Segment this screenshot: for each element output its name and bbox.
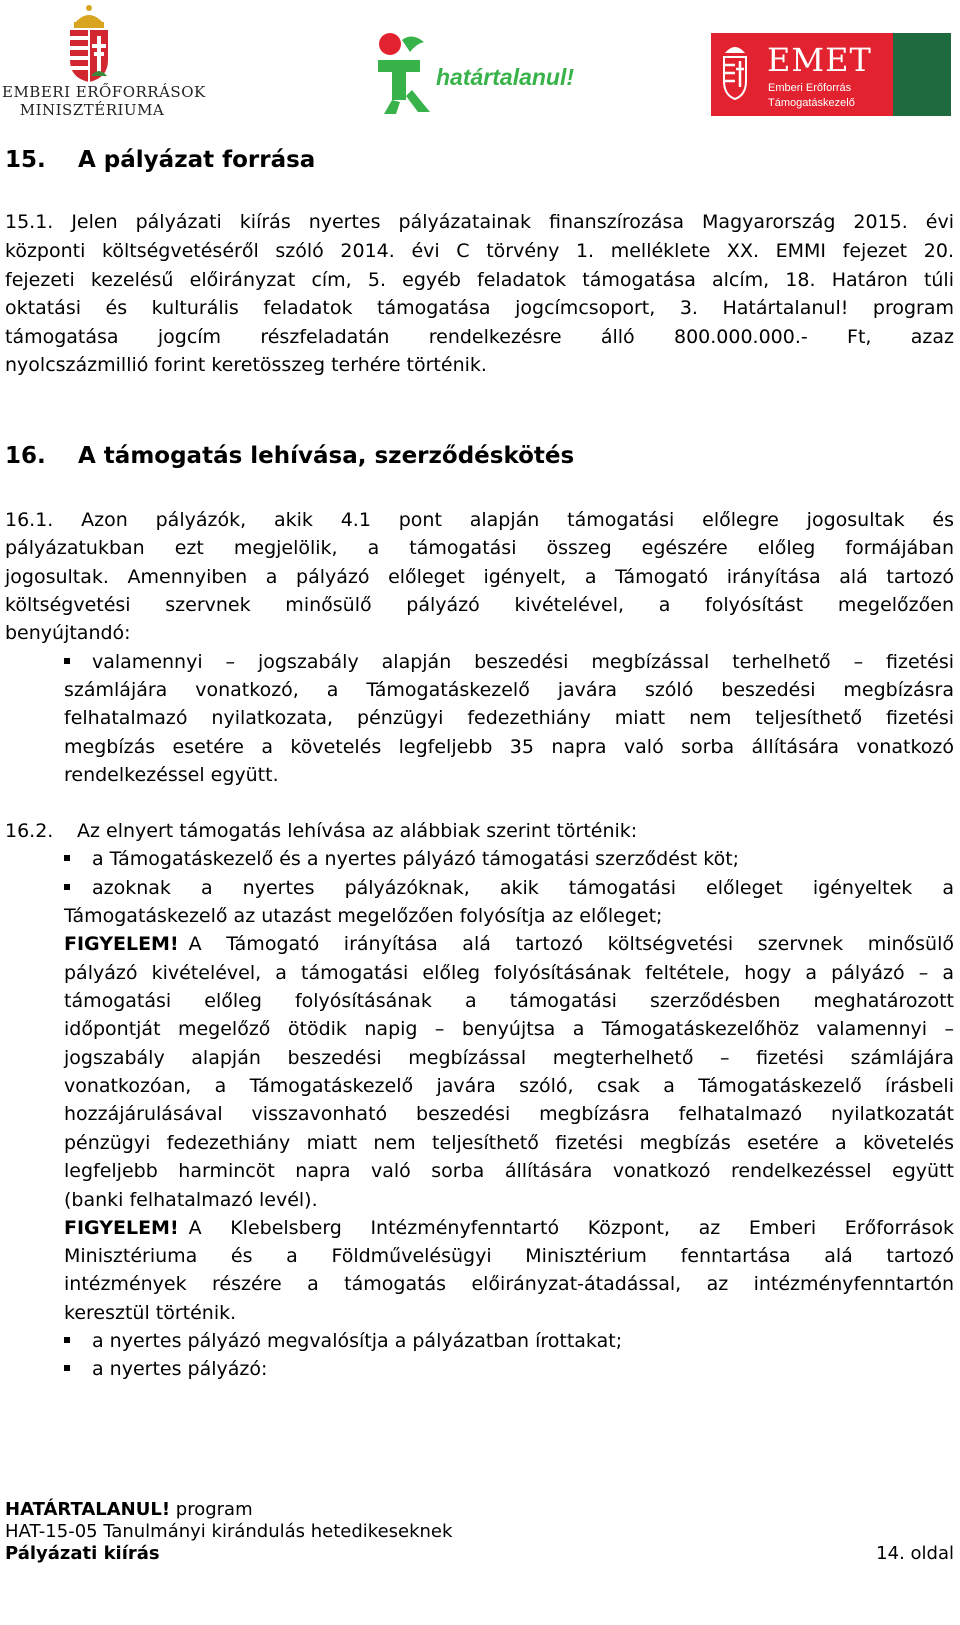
warning-text-line: Minisztériuma és a Földművelésügyi Minisztérium fenntartása alá tartozó: [64, 1245, 954, 1267]
paragraph-line: jogosultak. Amennyiben a pályázó előleget igényelt, a Támogató irányítása alá tartozó: [5, 566, 954, 588]
paragraph-line: központi költségvetéséről szóló 2014. évi C törvény 1. melléklete XX. EMMI fejezet 20.: [5, 240, 954, 262]
hatartalanul-wordmark: határtalanul!: [436, 64, 575, 90]
bullet-text: a Támogatáskezelő és a nyertes pályázó támogatási szerződést köt;: [92, 848, 740, 870]
running-figure-icon: [372, 30, 442, 115]
warning-label: FIGYELEM!: [64, 1217, 179, 1239]
emet-green-panel: [893, 33, 951, 116]
paragraph-line: fejezeti kezelésű előirányzat cím, 5. egyéb feladatok támogatása alcím, 18. Határon túli: [5, 269, 954, 291]
footer-program-suffix: program: [170, 1499, 253, 1520]
section-number: 16.: [5, 443, 46, 469]
paragraph-line: 15.1. Jelen pályázati kiírás nyertes pályázatainak finanszírozása Magyarország 2015. évi: [5, 211, 954, 233]
bullet-text: azoknak a nyertes pályázóknak, akik támogatási előleget igényeltek a: [92, 877, 954, 899]
emet-logo: [711, 33, 951, 116]
section-15-heading: [5, 147, 315, 173]
bullet-icon: [64, 1365, 70, 1371]
warning-text-line: pénzügyi fedezethiány miatt nem teljesíthető fizetési megbízás esetére a követelés: [64, 1132, 954, 1154]
bullet-text: valamennyi – jogszabály alapján beszedési megbízással terhelhető – fizetési: [92, 651, 954, 673]
section-title: A támogatás lehívása, szerződéskötés: [78, 443, 575, 469]
warning-text-line: keresztül történik.: [64, 1302, 237, 1324]
paragraph-line: költségvetési szervnek minősülő pályázó kivételével, a folyósítást megelőzően: [5, 594, 954, 616]
warning-text-line: legfeljebb harmincöt napra való sorba állítására vonatkozó rendelkezéssel együtt: [64, 1160, 954, 1182]
warning-text-line: hozzájárulásával visszavonható beszedési megbízásra felhatalmazó nyilatkozatát: [64, 1103, 954, 1125]
warning-text-line: támogatási előleg folyósításának a támogatási szerződésben meghatározott: [64, 990, 954, 1012]
hungarian-coat-of-arms-icon: [64, 2, 114, 84]
bullet-icon: [64, 1337, 70, 1343]
warning-label: FIGYELEM!: [64, 933, 179, 955]
warning-text-line: pályázó kivételével, a támogatási előleg folyósításának feltétele, hogy a pályázó – a: [64, 962, 954, 984]
bullet-text-line: rendelkezéssel együtt.: [64, 764, 279, 786]
section-title: A pályázat forrása: [78, 147, 316, 173]
warning-text: A Támogató irányítása alá tartozó költségvetési szervnek minősülő: [188, 933, 954, 955]
bullet-text-line: megbízás esetére a követelés legfeljebb 35 napra való sorba állítására vonatkozó: [64, 736, 954, 758]
footer-doc-type: Pályázati kiírás: [5, 1543, 160, 1564]
paragraph-line: 16.1. Azon pályázók, akik 4.1 pont alapján támogatási előlegre jogosultak és: [5, 509, 954, 531]
header-logos: [0, 0, 960, 125]
warning-first-line: [64, 1217, 954, 1239]
warning-text-line: intézmények részére a támogatás előirányzat-átadással, az intézményfenntartón: [64, 1273, 954, 1295]
bullet-icon: [64, 884, 70, 890]
footer-code: HAT-15-05 Tanulmányi kirándulás hetedikeseknek: [5, 1521, 453, 1542]
footer-program: [5, 1499, 253, 1520]
bullet-icon: [64, 855, 70, 861]
emet-crest-icon: [721, 41, 749, 103]
bullet-text: a nyertes pályázó megvalósítja a pályázatban írottakat;: [92, 1330, 623, 1352]
paragraph-line: benyújtandó:: [5, 622, 131, 644]
paragraph-line: pályázatukban ezt megjelölik, a támogatási összeg egészére előleg formájában: [5, 537, 954, 559]
emet-logo-name: EMET: [767, 41, 872, 79]
warning-text-line: vonatkozóan, a Támogatáskezelő javára szóló, csak a Támogatáskezelő írásbeli: [64, 1075, 954, 1097]
bullet-text-line: számlájára vonatkozó, a Támogatáskezelő javára szóló beszedési megbízásra: [64, 679, 954, 701]
bullet-icon: [64, 658, 70, 664]
emmi-logo-line2: MINISZTÉRIUMA: [19, 101, 165, 119]
emmi-logo: [2, 0, 206, 119]
subsection-intro: Az elnyert támogatás lehívása az alábbiak szerint történik:: [77, 820, 638, 842]
footer-program-name: HATÁRTALANUL!: [5, 1499, 171, 1520]
hatartalanul-logo: [372, 30, 587, 115]
bullet-text-line: felhatalmazó nyilatkozata, pénzügyi fedezethiány miatt nem teljesíthető fizetési: [64, 707, 954, 729]
section-number: 15.: [5, 147, 46, 173]
emmi-logo-line1: EMBERI ERŐFORRÁSOK: [2, 83, 206, 101]
warning-text: A Klebelsberg Intézményfenntartó Központ, az Emberi Erőforrások: [188, 1217, 954, 1239]
warning-first-line: [64, 933, 954, 955]
warning-text-line: időpontját megelőző ötödik napig – benyújtsa a Támogatáskezelőhöz valamennyi –: [64, 1018, 954, 1040]
emet-logo-subtitle2: Támogatáskezelő: [768, 97, 855, 109]
section-16-heading: [5, 443, 574, 469]
bullet-text-line: Támogatáskezelő az utazást megelőzően folyósítja az előleget;: [64, 905, 663, 927]
paragraph-line: oktatási és kulturális feladatok támogatása jogcímcsoport, 3. Határtalanul! program: [5, 297, 954, 319]
subsection-number: 16.2.: [5, 820, 54, 842]
emet-logo-subtitle1: Emberi Erőforrás: [768, 82, 852, 94]
warning-text-line: (banki felhatalmazó levél).: [64, 1189, 318, 1211]
footer-page-number: 14. oldal: [876, 1543, 954, 1564]
warning-text-line: jogszabály alapján beszedési megbízással megterhelhető – fizetési számlájára: [64, 1047, 954, 1069]
paragraph-line: támogatása jogcím részfeladatán rendelkezésre álló 800.000.000.- Ft, azaz: [5, 326, 954, 348]
bullet-text: a nyertes pályázó:: [92, 1358, 268, 1380]
paragraph-line: nyolcszázmillió forint keretösszeg terhére történik.: [5, 354, 487, 376]
